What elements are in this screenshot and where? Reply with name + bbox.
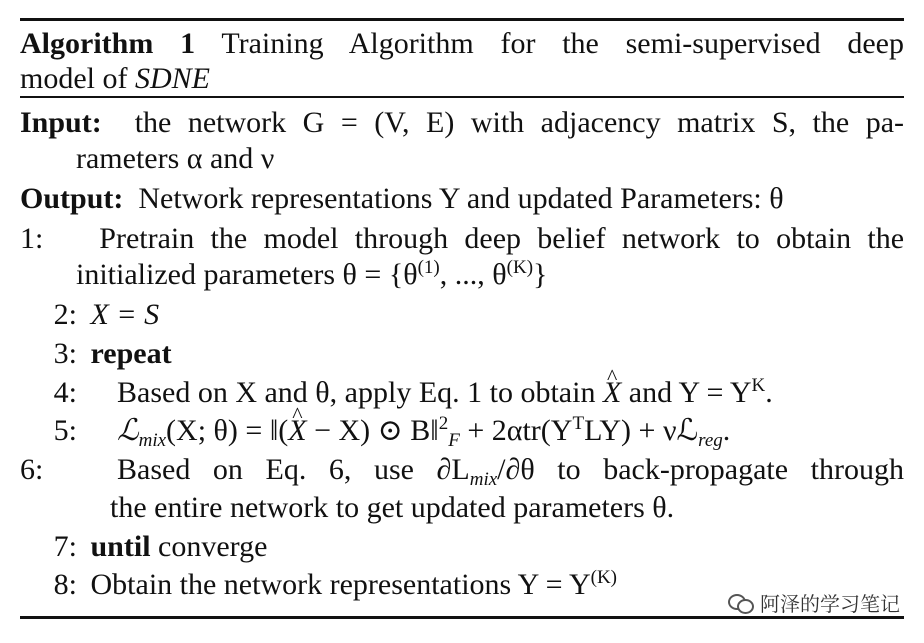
output-label: Output: (20, 182, 124, 215)
model-name: SDNE (134, 62, 210, 95)
bottom-rule (20, 616, 904, 619)
algorithm-title: Training Algorithm for the semi-supervised deep (221, 27, 904, 60)
algorithm-title-line2: model of SDNE (20, 62, 210, 95)
step-2: 2: X = S (53, 298, 160, 331)
input-line1 (20, 106, 904, 140)
step-3: 3: repeat (53, 337, 172, 370)
until-keyword: until (90, 530, 151, 563)
step-8: 8: Obtain the network representations $Y = Y^{(K)}$ (53, 567, 618, 601)
watermark-text: 阿泽的学习笔记 (760, 592, 900, 616)
output-text: Network representations Y and updated Parameters: θ (138, 182, 784, 215)
step-1-line2: initialized parameters $\theta = \{\theta^{(1)}$, ..., $\theta^{(K)}$} (76, 257, 548, 291)
algorithm-label: Algorithm 1 (20, 27, 196, 60)
top-rule (20, 18, 904, 21)
step-1-line1: 1: Pretrain the model through deep belief network to obtain the (20, 222, 905, 255)
wechat-icon (728, 592, 754, 614)
input-label: Input: (20, 106, 102, 139)
mid-rule (20, 96, 904, 98)
repeat-keyword: repeat (90, 337, 172, 370)
step-6-line2: the entire network to get updated parameters θ. (110, 491, 675, 524)
algorithm-title-line1 (20, 27, 904, 61)
step-6-line1: 6: Based on Eq. 6, use $\partial L_{mix}/\partial\theta$ to back-propagate through (20, 453, 904, 490)
output-line (20, 182, 904, 216)
step-7: 7: until converge (53, 530, 268, 563)
step-4: 4: Based on X and θ, apply Eq. 1 to obtain ^ X and $Y = Y^K$. (20, 376, 904, 410)
input-text: the network G = (V, E) with adjacency matrix S, the pa- (134, 106, 905, 139)
input-line2: rameters α and ν (76, 142, 275, 175)
watermark (728, 588, 900, 617)
step-5: 5: ℒ$_{mix}$(X; θ) = ‖(^ X − X) ⊙ B‖$^2_F$ + $2\alpha tr(Y^TLY)$ + νℒ$_{reg}$. (20, 414, 904, 448)
